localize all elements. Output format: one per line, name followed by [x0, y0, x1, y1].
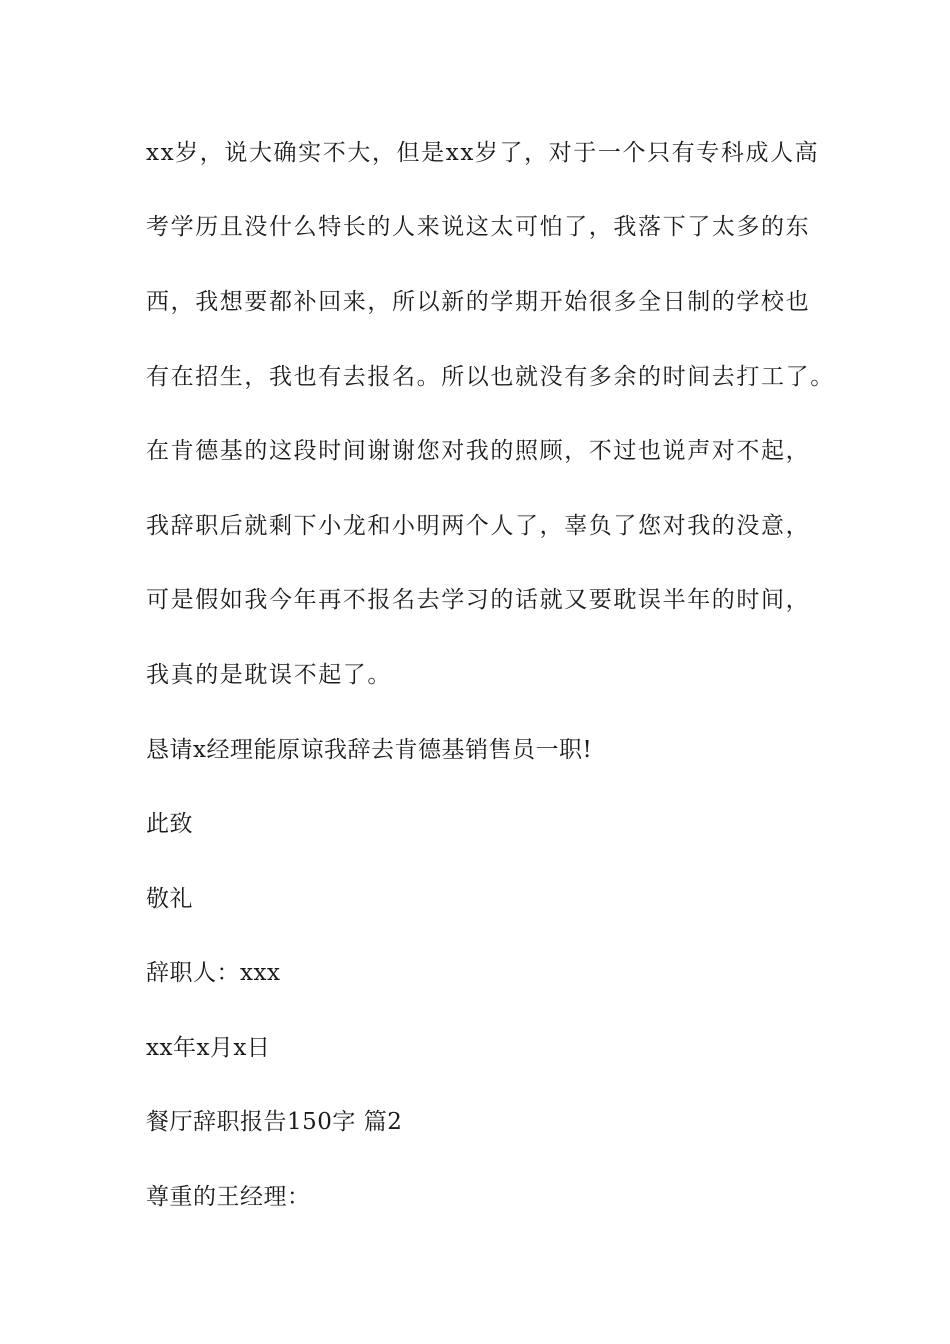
- section-heading: 餐厅辞职报告150字 篇2: [146, 1109, 403, 1135]
- salutation-line: 尊重的王经理：: [146, 1184, 311, 1210]
- request-line: 恳请x经理能原谅我辞去肯德基销售员一职!: [146, 737, 593, 763]
- paragraph-line-4: 有在招生，我也有去报名。所以也就没有多余的时间去打工了。: [146, 364, 835, 390]
- paragraph-line-7: 可是假如我今年再不报名去学习的话就又要耽误半年的时间，: [146, 587, 811, 613]
- paragraph-line-5: 在肯德基的这段时间谢谢您对我的照顾，不过也说声对不起，: [146, 438, 811, 464]
- paragraph-line-3: 西，我想要都补回来，所以新的学期开始很多全日制的学校也: [146, 289, 811, 315]
- paragraph-line-8: 我真的是耽误不起了。: [146, 662, 392, 688]
- closing-salute: 敬礼: [146, 886, 193, 912]
- paragraph-line-6: 我辞职后就剩下小龙和小明两个人了，辜负了您对我的没意，: [146, 513, 811, 539]
- date-line: xx年x月x日: [146, 1035, 271, 1061]
- paragraph-line-1: xx岁，说大确实不大，但是xx岁了，对于一个只有专科成人高: [146, 140, 820, 166]
- paragraph-line-2: 考学历且没什么特长的人来说这太可怕了，我落下了太多的东: [146, 214, 811, 240]
- signature-line: 辞职人：xxx: [146, 960, 281, 986]
- closing-greeting: 此致: [146, 811, 193, 837]
